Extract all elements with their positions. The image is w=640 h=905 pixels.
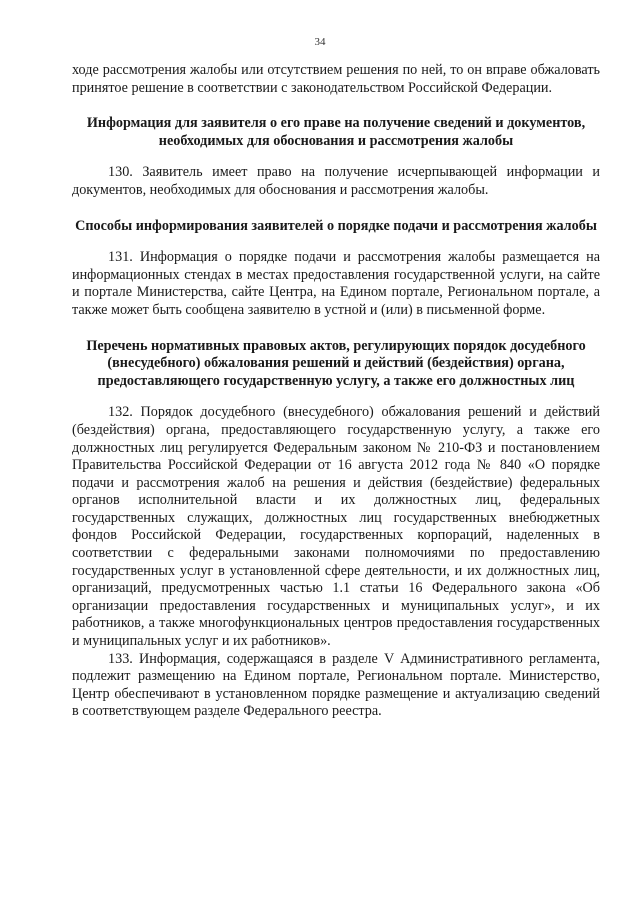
section-heading-informing-methods: Способы информирования заявителей о порядке подачи и рассмотрения жалобы (75, 217, 597, 234)
paragraph-131: 131. Информация о порядке подачи и рассмотрения жалобы размещается на информационных стендах в местах предоставления государственной услуги, на сайте и портале Министерства, сайте Центра, на Едином портале, Региональном портале, а также может быть сообщена заявителю в устной и (или) в письменной форме. (72, 249, 600, 318)
paragraph-130: 130. Заявитель имеет право на получение исчерпывающей информации и документов, необходимых для обоснования и рассмотрения жалобы. (72, 164, 600, 198)
spacer (72, 97, 600, 115)
paragraph-132: 132. Порядок досудебного (внесудебного) обжалования решений и действий (бездействия) органа, предоставляющего государственную услугу, а также его должностных лиц регулируется Федеральным законом № 210-ФЗ и постановлением Правительства Российской Федерации от 16 августа 2012 года № 840 «О порядке подачи и рассмотрения жалоб на решения и действия (бездействие) федеральных органов исполнительной власти и их должностных лиц, федеральных государственных служащих, должностных лиц государственных внебюджетных фондов Российской Федерации, государственных корпораций, наделенных в соответствии с федеральными законами полномочиями по предоставлению государственных услуг в установленной сфере деятельности, и их должностных лиц, организаций, предусмотренных частью 1.1 статьи 16 Федерального закона «Об организации предоставления государственных и муниципальных услуг», и их работников, а также многофункциональных центров предоставления государственных и муниципальных услуг и их работников». (72, 404, 600, 650)
spacer (72, 320, 600, 338)
spacer (72, 150, 600, 164)
spacer (72, 390, 600, 404)
continuation-paragraph: ходе рассмотрения жалобы или отсутствием решения по ней, то он вправе обжаловать принятое решение в соответствии с законодательством Российской Федерации. (72, 62, 600, 96)
section-heading-right-to-information: Информация для заявителя о его праве на получение сведений и документов, необходимых для обоснования и рассмотрения жалобы (86, 115, 586, 149)
spacer (72, 200, 600, 218)
section-heading-regulatory-acts: Перечень нормативных правовых актов, регулирующих порядок досудебного (внесудебного) обжалования решений и действий (бездействия) органа, предоставляющего государственную услугу, а также его должностных лиц (86, 337, 586, 389)
spacer (72, 235, 600, 249)
document-body (72, 62, 600, 721)
page-number: 34 (314, 36, 326, 48)
paragraph-133: 133. Информация, содержащаяся в разделе V Административного регламента, подлежит размещению на Едином портале, Региональном портале. Министерство, Центр обеспечивают в установленном порядке размещение и актуализацию сведений в соответствующем разделе Федерального реестра. (72, 650, 600, 720)
